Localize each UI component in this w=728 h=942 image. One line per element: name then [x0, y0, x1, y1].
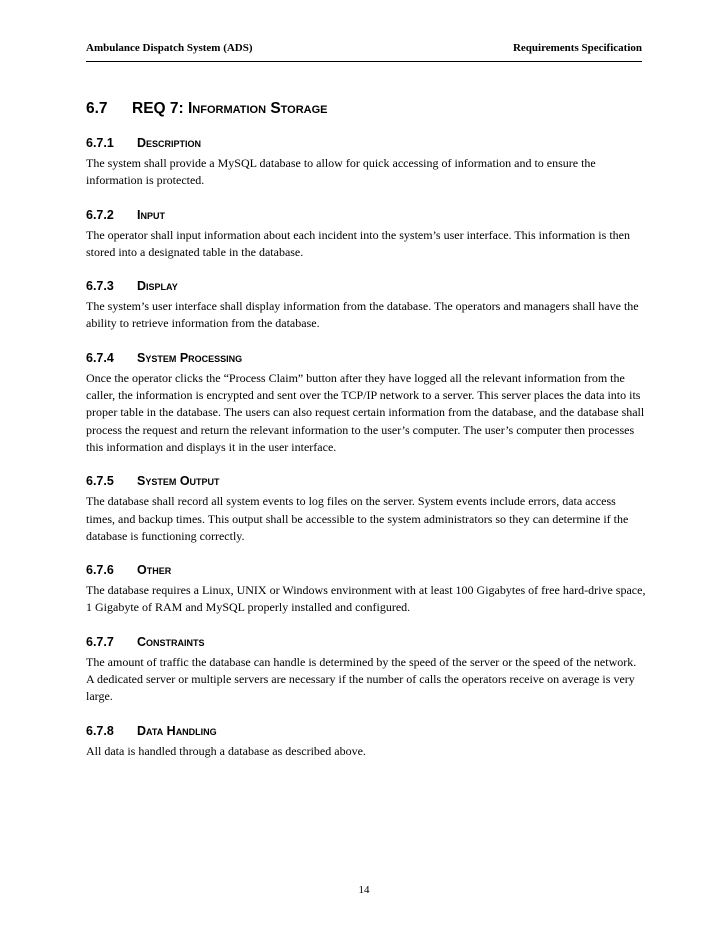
subsection-heading: [86, 136, 646, 150]
subsection-number: 6.7.6: [86, 563, 114, 578]
header-document-title: Ambulance Dispatch System (ADS): [86, 42, 253, 54]
subsection-heading: [86, 208, 646, 222]
subsection-heading: [86, 724, 646, 738]
subsection-number: 6.7.1: [86, 136, 114, 150]
subsection-number: 6.7.3: [86, 279, 114, 294]
section-title: REQ 7: Information Storage: [132, 100, 328, 117]
page-number: 14: [358, 884, 370, 896]
page-header: [86, 42, 642, 54]
subsection-body: Once the operator clicks the “Process Claim” button after they have logged all the relevant information from the caller, the information is encrypted and sent over the TCP/IP network to a server. This server places the data into its proper table in the database. The users can also request certain information from the database, and the database shall process the request and return the relevant information to the user’s computer. The user’s computer then processes this information and displays it in the user interface.: [86, 370, 645, 454]
subsection-system-output: [86, 474, 646, 545]
subsection-title: Description: [137, 136, 202, 150]
subsection-heading: [86, 474, 646, 488]
subsection-title: System Processing: [137, 350, 243, 365]
section-number: 6.7: [86, 100, 108, 117]
subsection-heading: [86, 279, 646, 293]
subsection-body: The database shall record all system events to log files on the server. System events include errors, data access times, and backup times. This output shall be accessible to the system administrators so they can determine if the database is functioning correctly.: [86, 494, 629, 543]
subsection-body: The system shall provide a MySQL database to allow for quick accessing of information and to ensure the information is protected.: [86, 156, 596, 188]
subsection-number: 6.7.2: [86, 207, 114, 222]
section-heading: [86, 100, 646, 122]
subsection-number: 6.7.5: [86, 474, 114, 489]
subsection-description: [86, 136, 646, 190]
subsection-display: [86, 279, 646, 333]
header-document-type: Requirements Specification: [512, 42, 642, 54]
subsection-title: Constraints: [137, 634, 205, 649]
subsection-title: Display: [137, 279, 178, 294]
subsection-body: The operator shall input information about each incident into the system’s user interface. This information is then stored into a designated table in the database.: [86, 227, 630, 259]
subsection-number: 6.7.7: [86, 634, 114, 649]
subsection-body: The amount of traffic the database can handle is determined by the speed of the server or the speed of the network. A dedicated server or multiple servers are necessary if the number of calls the operators receive on average is very large.: [86, 654, 637, 704]
subsection-title: Data Handling: [137, 723, 217, 738]
page-content: [86, 100, 646, 778]
subsection-number: 6.7.8: [86, 723, 114, 738]
subsection-body: The system’s user interface shall display information from the database. The operators and managers shall have the ability to retrieve information from the database.: [86, 299, 639, 331]
subsection-title: System Output: [137, 474, 220, 489]
subsection-body: The database requires a Linux, UNIX or Windows environment with at least 100 Gigabytes of free hard-drive space, 1 Gigabyte of RAM and MySQL properly installed and configured.: [86, 583, 646, 615]
subsection-other: [86, 563, 646, 617]
subsection-constraints: [86, 635, 646, 706]
subsection-title: Other: [137, 563, 172, 578]
subsection-system-processing: [86, 351, 646, 456]
subsection-title: Input: [137, 207, 165, 222]
subsection-heading: [86, 635, 646, 649]
subsection-heading: [86, 563, 646, 577]
subsection-body: All data is handled through a database as described above.: [86, 743, 366, 758]
header-rule: [86, 61, 642, 62]
subsection-data-handling: [86, 724, 646, 760]
subsection-input: [86, 208, 646, 262]
subsection-heading: [86, 351, 646, 365]
subsection-number: 6.7.4: [86, 350, 114, 365]
